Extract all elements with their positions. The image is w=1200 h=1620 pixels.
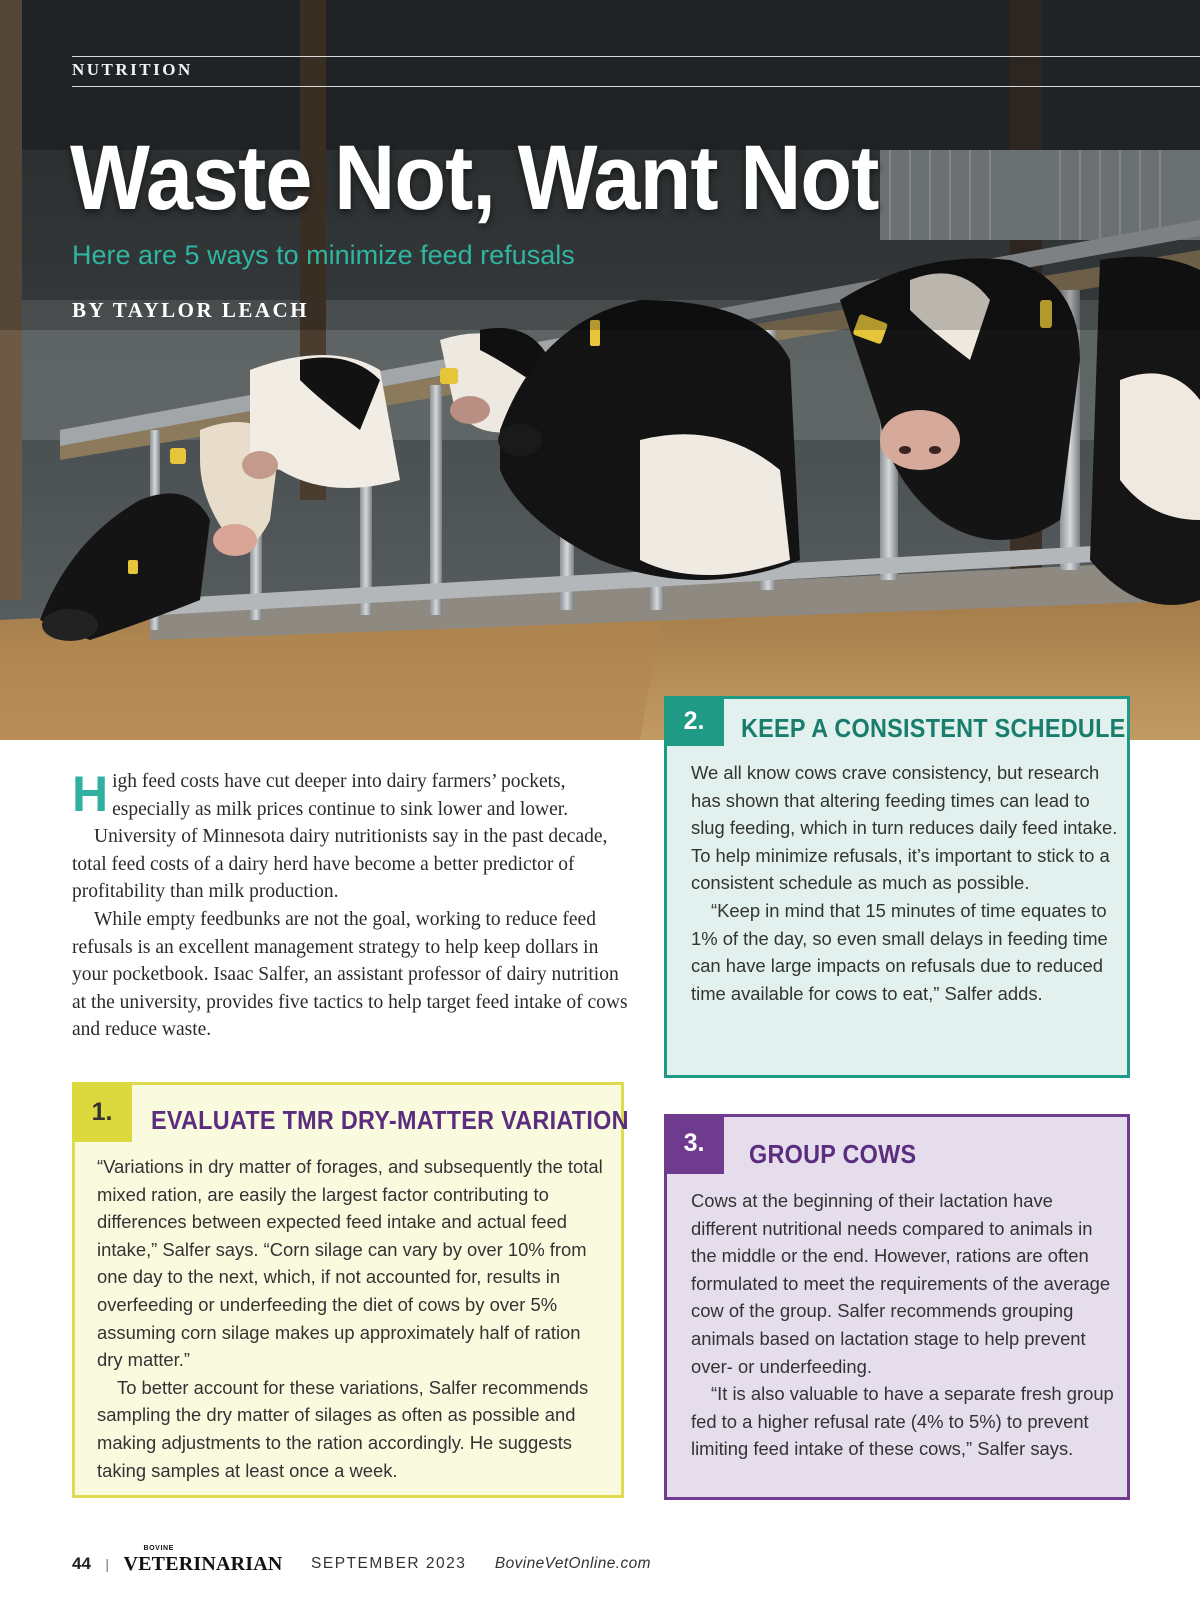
section-label: NUTRITION (72, 60, 193, 79)
intro-paragraph: While empty feedbunks are not the goal, working to reduce feed refusals is an excellent management strategy to help keep dollars in your pocketbook. Isaac Salfer, an assistant professor of dairy nutrition at the university, provides five tactics to help target feed intake of cows and reduce waste. (72, 908, 628, 1041)
tip-paragraph: Cows at the beginning of their lactation have different nutritional needs compared to animals in the middle or the end. However, rations are often formulated to meet the requirements of the average cow of the group. Salfer recommends grouping animals based on lactation stage to help prevent over- or underfeeding. (691, 1190, 1111, 1377)
hero-photo (0, 0, 1200, 740)
tip-box-1 (72, 1082, 629, 1498)
intro-text (72, 768, 632, 1044)
cows-at-feedbunk-illustration (0, 0, 1200, 740)
tip-title: KEEP A CONSISTENT SCHEDULE (741, 713, 1126, 743)
tip-box-2 (664, 696, 1130, 1078)
footer-separator: | (105, 1555, 110, 1572)
tip-text (691, 1187, 1121, 1463)
tip-paragraph: We all know cows crave consistency, but research has shown that altering feeding times can lead to slug feeding, which in turn reduces daily feed intake. To help minimize refusals, it’s important to stick to a consistent schedule as much as possible. (691, 762, 1118, 894)
tip-title: GROUP COWS (749, 1139, 917, 1169)
tip-box-3 (664, 1114, 1130, 1500)
header-rule-bottom (72, 86, 1200, 87)
tip-text (691, 759, 1121, 1007)
tip-paragraph: To better account for these variations, Salfer recommends sampling the dry matter of silages as often as possible and making adjustments to the ration accordingly. He suggests taking samples at least once a week. (97, 1376, 589, 1481)
website-url: BovineVetOnline.com (494, 1554, 651, 1572)
intro-paragraph: University of Minnesota dairy nutritionists say in the past decade, total feed costs of a dairy herd have become a better predictor of profitability than milk production. (72, 826, 608, 903)
intro-paragraph (72, 768, 632, 823)
tip-title: EVALUATE TMR DRY-MATTER VARIATION (151, 1105, 629, 1135)
header-rule-top (72, 56, 1200, 57)
tip-number: 1. (72, 1082, 132, 1142)
intro-paragraph-text: igh feed costs have cut deeper into dairy farmers’ pockets, especially as milk prices continue to sink lower and lower. (112, 771, 569, 820)
byline: BY TAYLOR LEACH (72, 298, 310, 322)
magazine-logo-text: VETERINARIAN (123, 1552, 283, 1575)
magazine-logo-small: BOVINE (143, 1545, 174, 1552)
tip-paragraph: “Keep in mind that 15 minutes of time equates to 1% of the day, so even small delays in feeding time can have large impacts on refusals due to reduced time available for cows to eat,” Salfer adds. (691, 899, 1108, 1004)
page-footer (72, 1545, 651, 1576)
tip-number: 2. (664, 696, 724, 746)
page-number: 44 (72, 1553, 91, 1573)
drop-cap: H (72, 766, 109, 822)
magazine-logo (123, 1545, 283, 1576)
tip-paragraph: “Variations in dry matter of forages, and subsequently the total mixed ration, are easily the largest factor contributing to differences between expected feed intake and actual feed intake,” Salfer says. “Corn silage can vary by over 10% from one day to the next, which, if not accounted for, results in overfeeding or underfeeding the diet of cows by over 5% assuming corn silage makes up approximately half of ration dry matter.” (97, 1156, 603, 1371)
tip-text (97, 1153, 607, 1484)
article-headline: Waste Not, Want Not (70, 127, 879, 229)
tip-number: 3. (664, 1114, 724, 1174)
article-subhead: Here are 5 ways to minimize feed refusals (72, 240, 575, 270)
tip-paragraph: “It is also valuable to have a separate fresh group fed to a higher refusal rate (4% to 5%) to prevent limiting feed intake of these cows,” Salfer says. (691, 1383, 1114, 1460)
issue-date: SEPTEMBER 2023 (311, 1554, 467, 1572)
